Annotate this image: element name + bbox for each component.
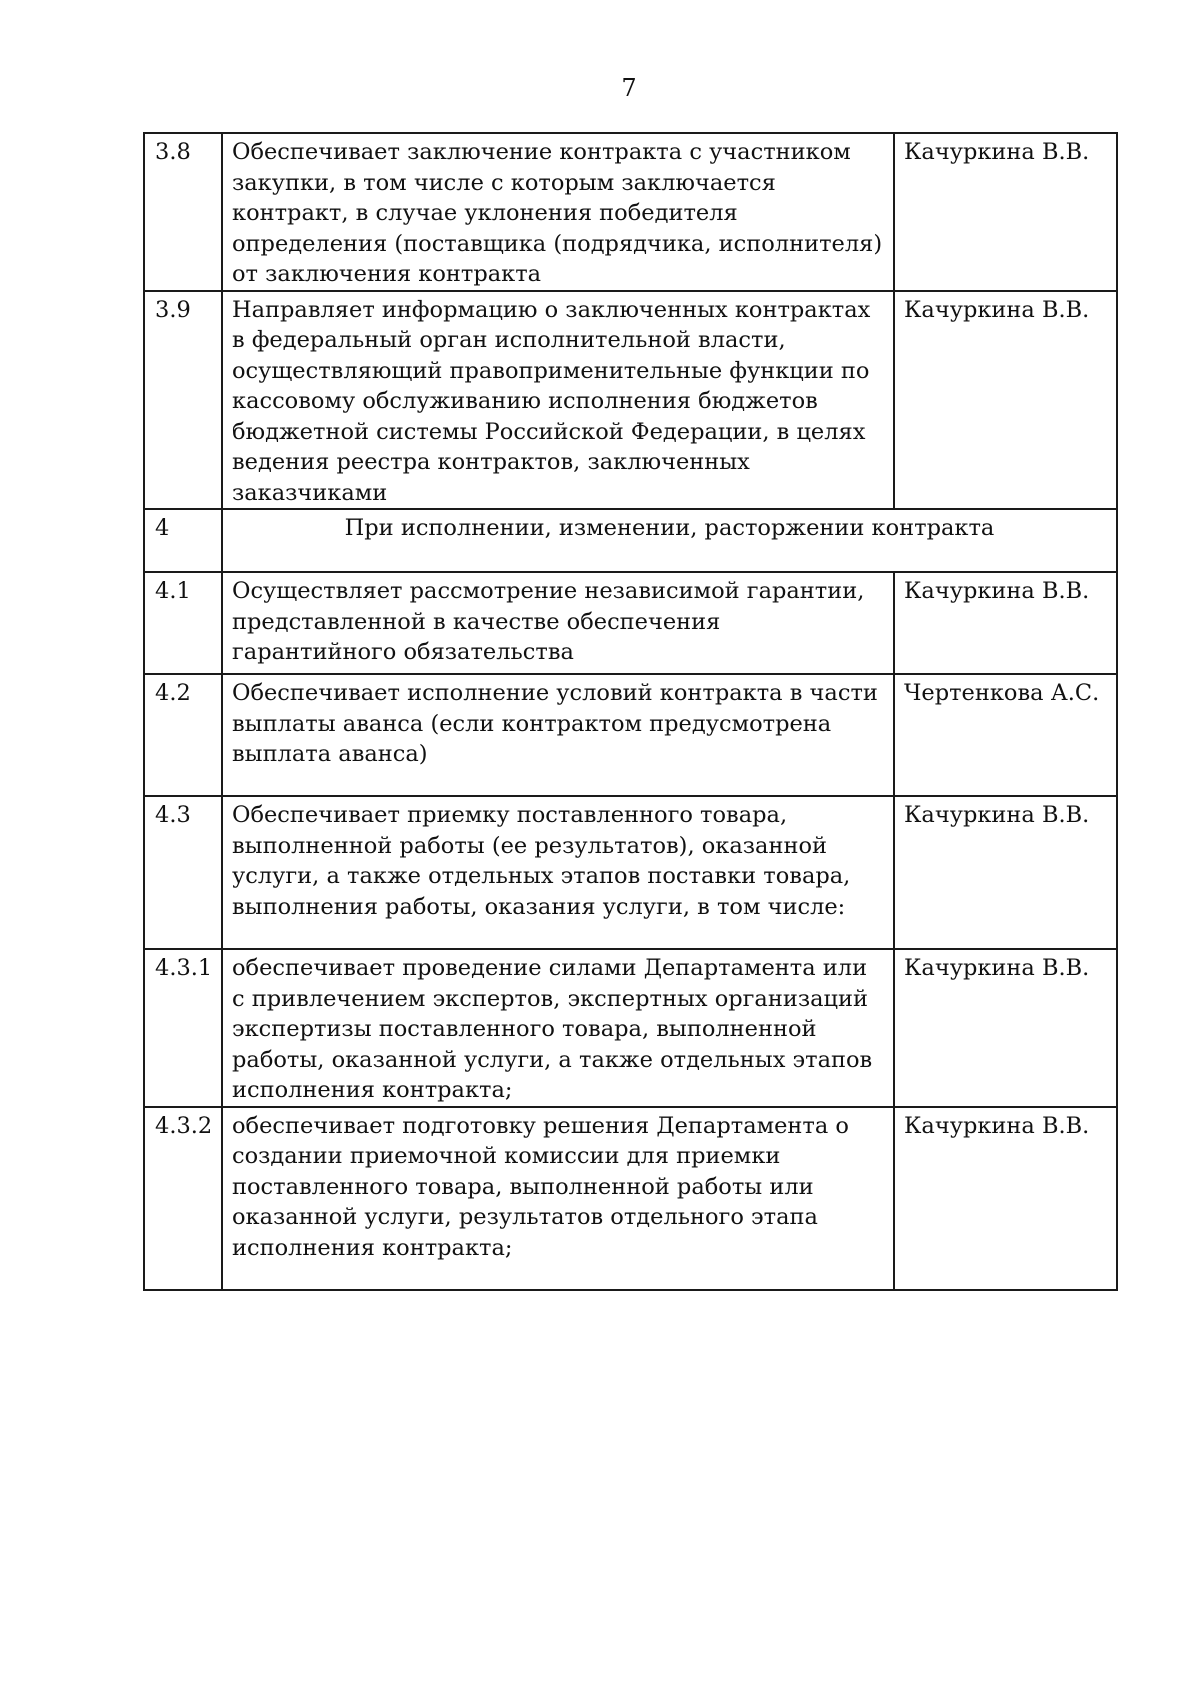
table-row <box>144 949 1117 1107</box>
table-row <box>144 1107 1117 1290</box>
table-row <box>144 291 1117 510</box>
responsible-person: Качуркина В.В. <box>894 291 1117 510</box>
item-description: Обеспечивает исполнение условий контракта в части выплаты аванса (если контрактом предусмотрена выплата аванса) <box>222 674 894 796</box>
responsible-person: Качуркина В.В. <box>894 572 1117 674</box>
item-number: 4.3 <box>144 796 222 949</box>
table-row <box>144 796 1117 949</box>
item-number: 4.1 <box>144 572 222 674</box>
item-number: 4.2 <box>144 674 222 796</box>
item-description: Направляет информацию о заключенных контрактах в федеральный орган исполнительной власти, осуществляющий правоприменительные функции по кассовому обслуживанию исполнения бюджетов бюджетной системы Российской Федерации, в целях ведения реестра контрактов, заключенных заказчиками <box>222 291 894 510</box>
item-description: Обеспечивает приемку поставленного товара, выполненной работы (ее результатов), оказанной услуги, а также отдельных этапов поставки товара, выполнения работы, оказания услуги, в том числе: <box>222 796 894 949</box>
responsible-person: Качуркина В.В. <box>894 796 1117 949</box>
responsible-person: Качуркина В.В. <box>894 133 1117 291</box>
table-row <box>144 572 1117 674</box>
item-number: 4.3.2 <box>144 1107 222 1290</box>
section-title: При исполнении, изменении, расторжении контракта <box>222 509 1117 572</box>
page-number: 7 <box>621 74 637 102</box>
item-description: Осуществляет рассмотрение независимой гарантии, представленной в качестве обеспечения гарантийного обязательства <box>222 572 894 674</box>
section-number: 4 <box>144 509 222 572</box>
table-row <box>144 133 1117 291</box>
responsible-person: Качуркина В.В. <box>894 1107 1117 1290</box>
item-description: обеспечивает подготовку решения Департамента о создании приемочной комиссии для приемки поставленного товара, выполненной работы или оказанной услуги, результатов отдельного этапа исполнения контракта; <box>222 1107 894 1290</box>
item-number: 3.9 <box>144 291 222 510</box>
responsible-person: Чертенкова А.С. <box>894 674 1117 796</box>
item-description: Обеспечивает заключение контракта с участником закупки, в том числе с которым заключается контракт, в случае уклонения победителя определения (поставщика (подрядчика, исполнителя) от заключения контракта <box>222 133 894 291</box>
section-row <box>144 509 1117 572</box>
responsible-person: Качуркина В.В. <box>894 949 1117 1107</box>
responsibilities-table <box>143 132 1118 1291</box>
item-number: 4.3.1 <box>144 949 222 1107</box>
item-number: 3.8 <box>144 133 222 291</box>
table-row <box>144 674 1117 796</box>
item-description: обеспечивает проведение силами Департамента или с привлечением экспертов, экспертных организаций экспертизы поставленного товара, выполненной работы, оказанной услуги, а также отдельных этапов исполнения контракта; <box>222 949 894 1107</box>
